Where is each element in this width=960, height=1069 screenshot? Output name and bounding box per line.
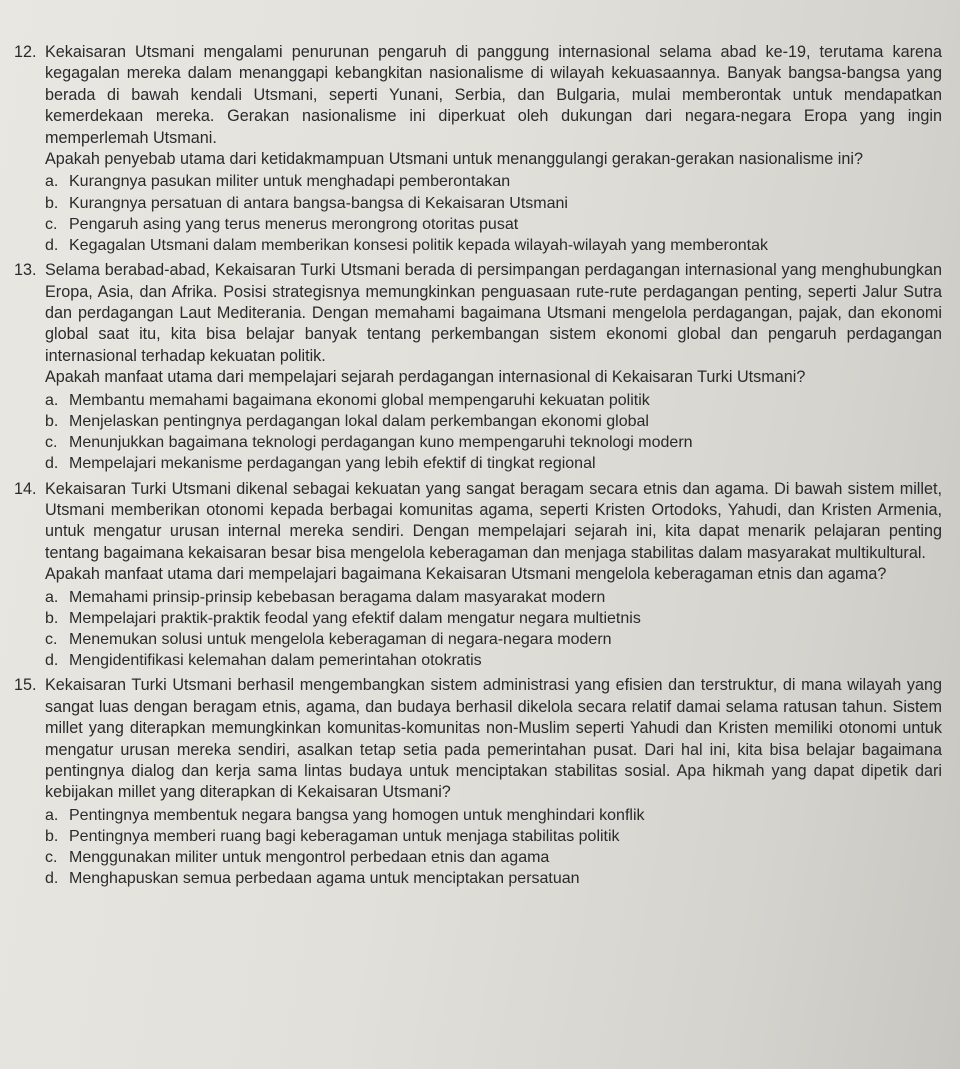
option-text: Kurangnya persatuan di antara bangsa-bangsa di Kekaisaran Utsmani (69, 194, 568, 212)
option-c (45, 847, 942, 868)
option-letter: c. (45, 849, 58, 867)
option-text: Pentingnya memberi ruang bagi keberagaman untuk menjaga stabilitas politik (69, 827, 620, 845)
answer-options (45, 805, 942, 890)
option-letter: a. (45, 173, 59, 191)
option-text: Kurangnya pasukan militer untuk menghadapi pemberontakan (69, 173, 511, 191)
option-text: Menunjukkan bagaimana teknologi perdagangan kuno mempengaruhi teknologi modern (69, 434, 693, 452)
question-13 (14, 260, 942, 474)
option-d (45, 453, 942, 474)
option-letter: b. (45, 412, 59, 430)
option-text: Menghapuskan semua perbedaan agama untuk menciptakan persatuan (69, 870, 580, 888)
question-prompt: Apakah penyebab utama dari ketidakmampuan Utsmani untuk menanggulangi gerakan-gerakan nasionalisme ini? (45, 150, 863, 169)
question-paragraph: Kekaisaran Turki Utsmani berhasil mengembangkan sistem administrasi yang efisien dan terstruktur, di mana wilayah yang sangat luas dengan beragam etnis, agama, dan budaya berhasil dikelola secara relatif damai selama ratusan tahun. Sistem millet yang diterapkan memungkinkan komunitas-komunitas non-Muslim seperti Yahudi dan Kristen memiliki otonomi untuk mengatur urusan mereka sendiri, asalkan tetap setia pada pemerintahan pusat. Dari hal ini, kita bisa belajar bagaimana pentingnya dialog dan kerja sama lintas budaya untuk menciptakan stabilitas sosial. Apa hikmah yang dapat dipetik dari kebijakan millet yang diterapkan di Kekaisaran Utsmani? (45, 676, 942, 802)
option-text: Menjelaskan pentingnya perdagangan lokal dalam perkembangan ekonomi global (69, 412, 649, 430)
option-d (45, 235, 942, 256)
option-letter: c. (45, 434, 58, 452)
option-letter: b. (45, 609, 59, 627)
option-text: Kegagalan Utsmani dalam memberikan konsesi politik kepada wilayah-wilayah yang memberontak (69, 237, 769, 255)
option-letter: a. (45, 391, 59, 409)
option-a (45, 171, 942, 192)
question-15 (14, 675, 942, 889)
option-text: Pengaruh asing yang terus menerus merongrong otoritas pusat (69, 215, 519, 233)
option-c (45, 629, 942, 650)
option-letter: c. (45, 630, 58, 648)
option-b (45, 411, 942, 432)
option-letter: d. (45, 455, 59, 473)
option-letter: c. (45, 215, 58, 233)
option-letter: d. (45, 870, 59, 888)
option-text: Membantu memahami bagaimana ekonomi global mempengaruhi kekuatan politik (69, 391, 650, 409)
option-letter: b. (45, 827, 59, 845)
option-d (45, 868, 942, 889)
question-number: 14. (14, 479, 37, 498)
option-letter: a. (45, 588, 59, 606)
answer-options (45, 587, 942, 672)
question-number: 15. (14, 676, 37, 695)
question-prompt: Apakah manfaat utama dari mempelajari sejarah perdagangan internasional di Kekaisaran Turki Utsmani? (45, 368, 806, 387)
option-b (45, 193, 942, 214)
question-number: 12. (14, 43, 37, 61)
question-12 (14, 42, 942, 256)
question-14 (14, 479, 942, 672)
option-b (45, 826, 942, 847)
option-text: Memahami prinsip-prinsip kebebasan beragama dalam masyarakat modern (69, 588, 606, 606)
option-letter: b. (45, 194, 59, 212)
question-paragraph: Kekaisaran Turki Utsmani dikenal sebagai kekuatan yang sangat beragam secara etnis dan agama. Di bawah sistem millet, Utsmani memberikan otonomi kepada berbagai komunitas agama, seperti Kristen Ortodoks, Yahudi, dan Kristen Armenia, untuk mengatur urusan internal mereka sendiri. Dengan mempelajari sejarah ini, kita dapat menarik pelajaran penting tentang bagaimana kekaisaran besar bisa mengelola keberagaman dan menjaga stabilitas dalam masyarakat multikultural. (45, 479, 942, 562)
option-c (45, 432, 942, 453)
option-letter: a. (45, 806, 59, 824)
option-text: Mempelajari mekanisme perdagangan yang lebih efektif di tingkat regional (69, 455, 596, 473)
option-d (45, 650, 942, 671)
question-number: 13. (14, 261, 37, 280)
option-a (45, 390, 942, 411)
option-text: Mempelajari praktik-praktik feodal yang efektif dalam mengatur negara multietnis (69, 609, 641, 627)
option-a (45, 587, 942, 608)
question-prompt: Apakah manfaat utama dari mempelajari bagaimana Kekaisaran Utsmani mengelola keberagaman etnis dan agama? (45, 565, 887, 584)
answer-options (45, 390, 942, 475)
option-text: Menggunakan militer untuk mengontrol perbedaan etnis dan agama (69, 849, 550, 867)
option-b (45, 608, 942, 629)
option-text: Menemukan solusi untuk mengelola keberagaman di negara-negara modern (69, 630, 612, 648)
option-c (45, 214, 942, 235)
option-a (45, 805, 942, 826)
question-paragraph: Kekaisaran Utsmani mengalami penurunan pengaruh di panggung internasional selama abad ke-19, terutama karena kegagalan mereka dalam menanggapi kebangkitan nasionalisme di wilayah kekuasaannya. Banyak bangsa-bangsa yang berada di bawah kendali Utsmani, seperti Yunani, Serbia, dan Bulgaria, mulai memberontak untuk mendapatkan kemerdekaan mereka. Gerakan nasionalisme ini diperkuat oleh dukungan dari negara-negara Eropa yang ingin memperlemah Utsmani. (45, 43, 942, 147)
option-letter: d. (45, 652, 59, 670)
question-paragraph: Selama berabad-abad, Kekaisaran Turki Utsmani berada di persimpangan perdagangan internasional yang menghubungkan Eropa, Asia, dan Afrika. Posisi strategisnya memungkinkan penguasaan rute-rute perdagangan penting, seperti Jalur Sutra dan perdagangan Laut Mediterania. Dengan memahami bagaimana Utsmani mengelola perdagangan, pajak, dan ekonomi global saat itu, kita bisa belajar banyak tentang perkembangan sistem ekonomi global dan pengaruh perdagangan internasional terhadap kekuatan politik. (45, 261, 942, 365)
answer-options (45, 171, 942, 256)
option-text: Mengidentifikasi kelemahan dalam pemerintahan otokratis (69, 652, 482, 670)
option-text: Pentingnya membentuk negara bangsa yang homogen untuk menghindari konflik (69, 806, 645, 824)
option-letter: d. (45, 237, 59, 255)
